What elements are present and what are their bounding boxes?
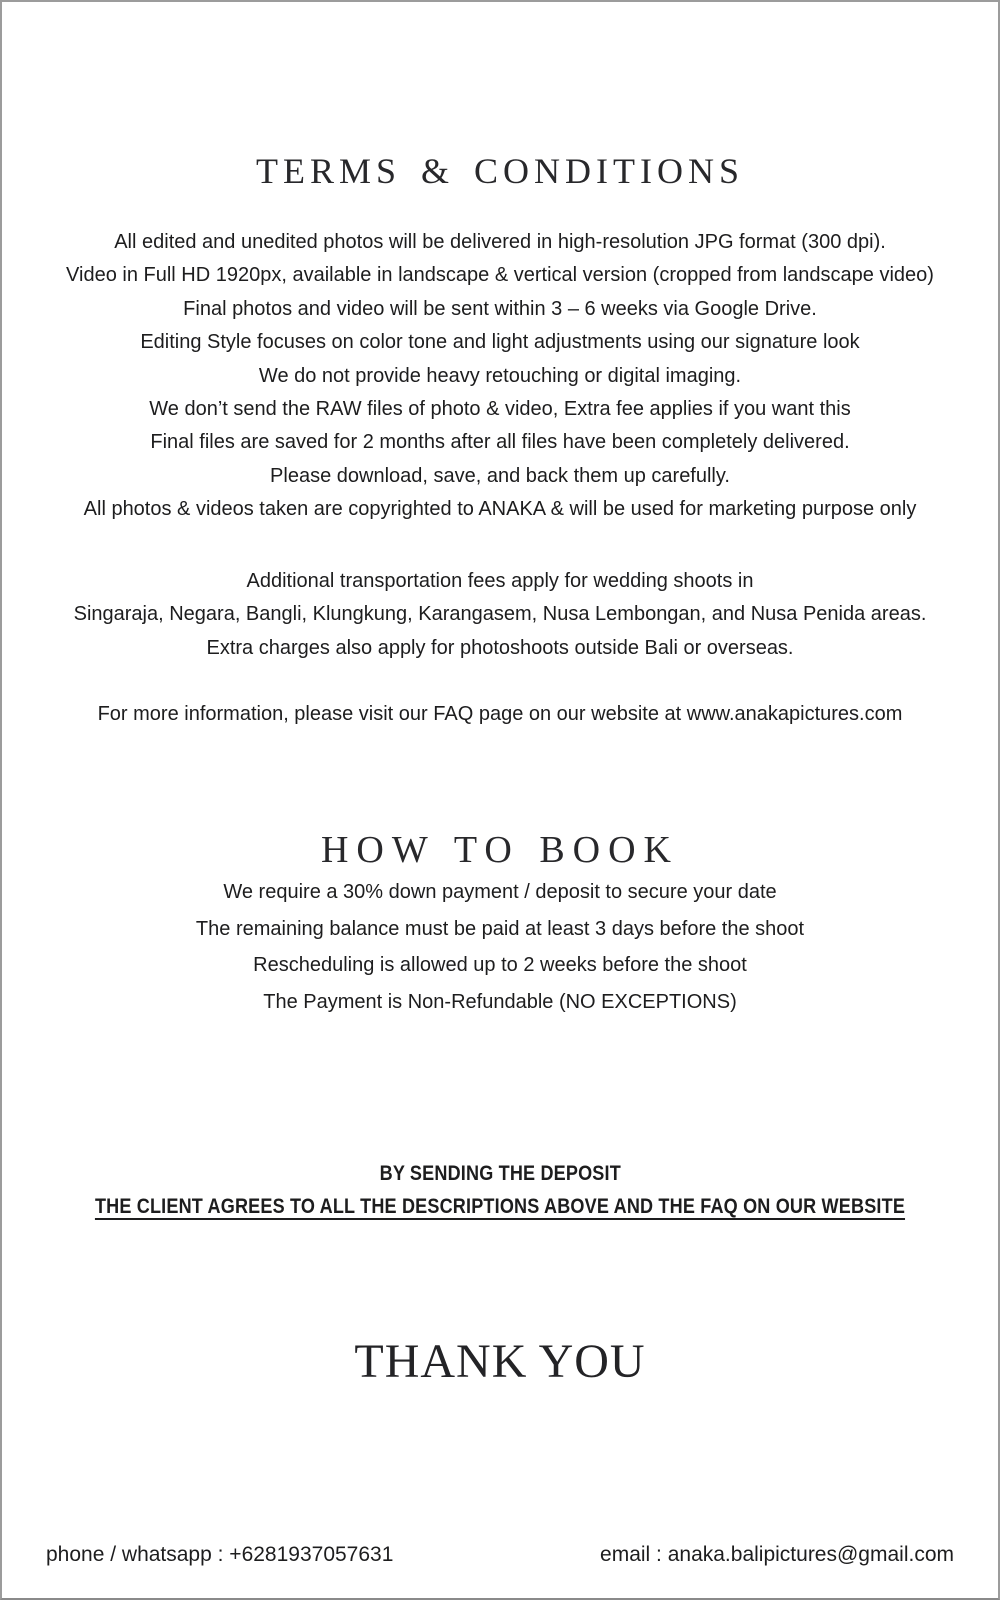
terms-line: We don’t send the RAW files of photo & video, Extra fee applies if you want this: [149, 398, 851, 421]
booking-line: We require a 30% down payment / deposit to secure your date: [223, 881, 777, 903]
booking-line: The remaining balance must be paid at least 3 days before the shoot: [195, 917, 805, 940]
deposit-agreement-statement: THE CLIENT AGREES TO ALL THE DESCRIPTIONS ABOVE AND THE FAQ ON OUR WEBSITE: [94, 1195, 906, 1218]
phone-whatsapp-text: phone / whatsapp : +6281937057631: [46, 1543, 394, 1566]
contact-footer: [2, 1540, 998, 1570]
terms-transport-paragraph: [2, 565, 998, 665]
terms-line: All edited and unedited photos will be delivered in high-resolution JPG format (300 dpi).: [114, 231, 886, 253]
terms-line: Extra charges also apply for photoshoots outside Bali or overseas.: [206, 636, 794, 659]
thank-you-text: THANK YOU: [354, 1335, 646, 1388]
terms-line: Final files are saved for 2 months after all files have been completely delivered.: [150, 431, 850, 454]
deposit-agreement-intro: BY SENDING THE DEPOSIT: [379, 1162, 621, 1185]
terms-line: Singaraja, Negara, Bangli, Klungkung, Karangasem, Nusa Lembongan, and Nusa Penida areas.: [73, 603, 927, 626]
how-to-book-title: HOW TO BOOK: [320, 829, 680, 871]
terms-delivery-paragraph: [2, 226, 998, 527]
deposit-agreement-line: [2, 1157, 998, 1190]
booking-line: Rescheduling is allowed up to 2 weeks before the shoot: [253, 954, 747, 976]
terms-line: All photos & videos taken are copyrighted to ANAKA & will be used for marketing purpose only: [83, 498, 917, 521]
terms-line: Please download, save, and back them up carefully.: [270, 464, 730, 487]
terms-line: Additional transportation fees apply for wedding shoots in: [246, 570, 754, 592]
deposit-agreement: [2, 1157, 998, 1223]
booking-line: The Payment is Non-Refundable (NO EXCEPTIONS): [263, 990, 737, 1013]
terms-line: Editing Style focuses on color tone and light adjustments using our signature look: [140, 331, 860, 354]
terms-line: Final photos and video will be sent within 3 – 6 weeks via Google Drive.: [183, 297, 817, 320]
email-text: email : anaka.balipictures@gmail.com: [600, 1543, 954, 1566]
terms-title: TERMS & CONDITIONS: [255, 151, 744, 191]
how-to-book-paragraph: [2, 874, 998, 1020]
terms-line: We do not provide heavy retouching or digital imaging.: [258, 364, 742, 387]
deposit-agreement-line: [2, 1190, 998, 1223]
faq-note: For more information, please visit our FAQ page on our website at www.anakapictures.com: [97, 703, 903, 725]
terms-line: Video in Full HD 1920px, available in landscape & vertical version (cropped from landscape video): [66, 264, 934, 287]
